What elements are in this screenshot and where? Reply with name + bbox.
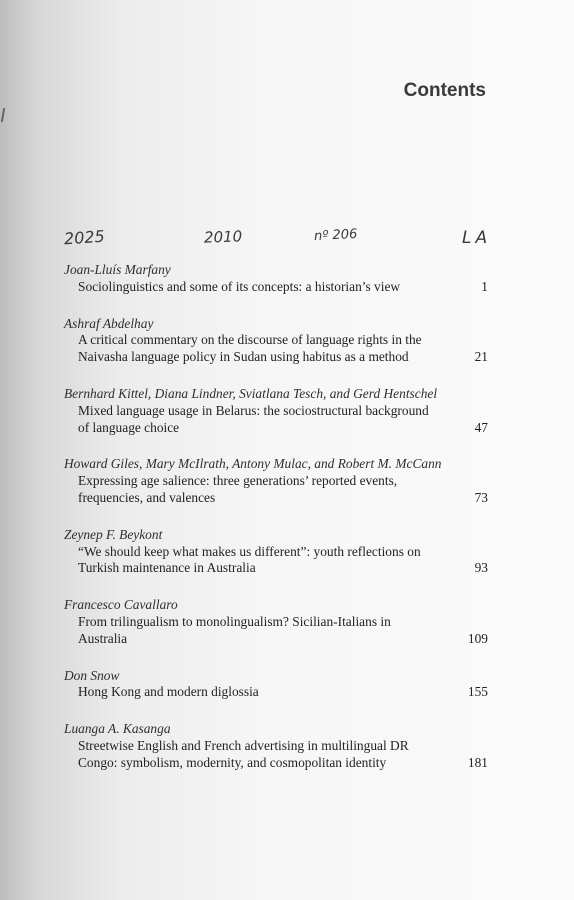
entry-page-number: 73 <box>474 489 488 505</box>
entry-page-number: 21 <box>474 349 488 365</box>
contents-list <box>64 262 496 792</box>
page-title: Contents <box>403 80 486 101</box>
entry-authors: Howard Giles, Mary McIlrath, Antony Mulac, and Robert M. McCann <box>64 456 442 472</box>
entry-title: Expressing age salience: three generations’ reported events, frequencies, and valences <box>78 473 398 505</box>
contents-entry <box>64 597 496 647</box>
contents-entry <box>64 456 496 506</box>
entry-title: A critical commentary on the discourse of language rights in the Naivasha language policy in Sudan using habitus as a method <box>78 332 422 365</box>
entry-authors: Luanga A. Kasanga <box>64 721 171 737</box>
entry-page-number: 93 <box>474 560 488 576</box>
contents-entry <box>64 386 496 436</box>
contents-entry <box>64 721 496 771</box>
margin-mark <box>1 108 5 122</box>
entry-title: Sociolinguistics and some of its concepts: a historian’s view <box>78 278 401 294</box>
contents-entry <box>64 527 496 577</box>
entry-page-number: 109 <box>467 630 488 646</box>
entry-authors: Don Snow <box>64 667 120 683</box>
entry-authors: Zeynep F. Beykont <box>64 526 163 542</box>
handwritten-initials: LA <box>462 228 492 248</box>
handwritten-note: 2025 <box>63 226 106 249</box>
handwritten-year: 2010 <box>203 227 243 247</box>
handwritten-annotations <box>60 228 500 258</box>
entry-page-number: 155 <box>467 684 488 700</box>
entry-authors: Bernhard Kittel, Diana Lindner, Sviatlana Tesch, and Gerd Hentschel <box>64 385 438 401</box>
entry-page-number: 47 <box>474 419 488 435</box>
entry-title: Streetwise English and French advertising in multilingual DR Congo: symbolism, modernity, and cosmopolitan identity <box>78 737 409 770</box>
entry-authors: Francesco Cavallaro <box>64 597 178 613</box>
entry-title: Hong Kong and modern diglossia <box>78 684 259 700</box>
entry-title: “We should keep what makes us different”: youth reflections on Turkish maintenance in Australia <box>78 543 421 576</box>
entry-authors: Ashraf Abdelhay <box>64 315 154 331</box>
entry-page-number: 1 <box>481 278 488 294</box>
entry-page-number: 181 <box>467 754 488 770</box>
entry-title: From trilingualism to monolingualism? Sicilian-Italians in Australia <box>78 613 391 646</box>
contents-entry <box>64 262 496 296</box>
entry-authors: Joan-Lluís Marfany <box>64 262 171 277</box>
entry-title: Mixed language usage in Belarus: the sociostructural background of language choice <box>78 402 429 435</box>
contents-entry <box>64 316 496 366</box>
contents-entry <box>64 668 496 702</box>
handwritten-number: nº 206 <box>313 226 358 245</box>
